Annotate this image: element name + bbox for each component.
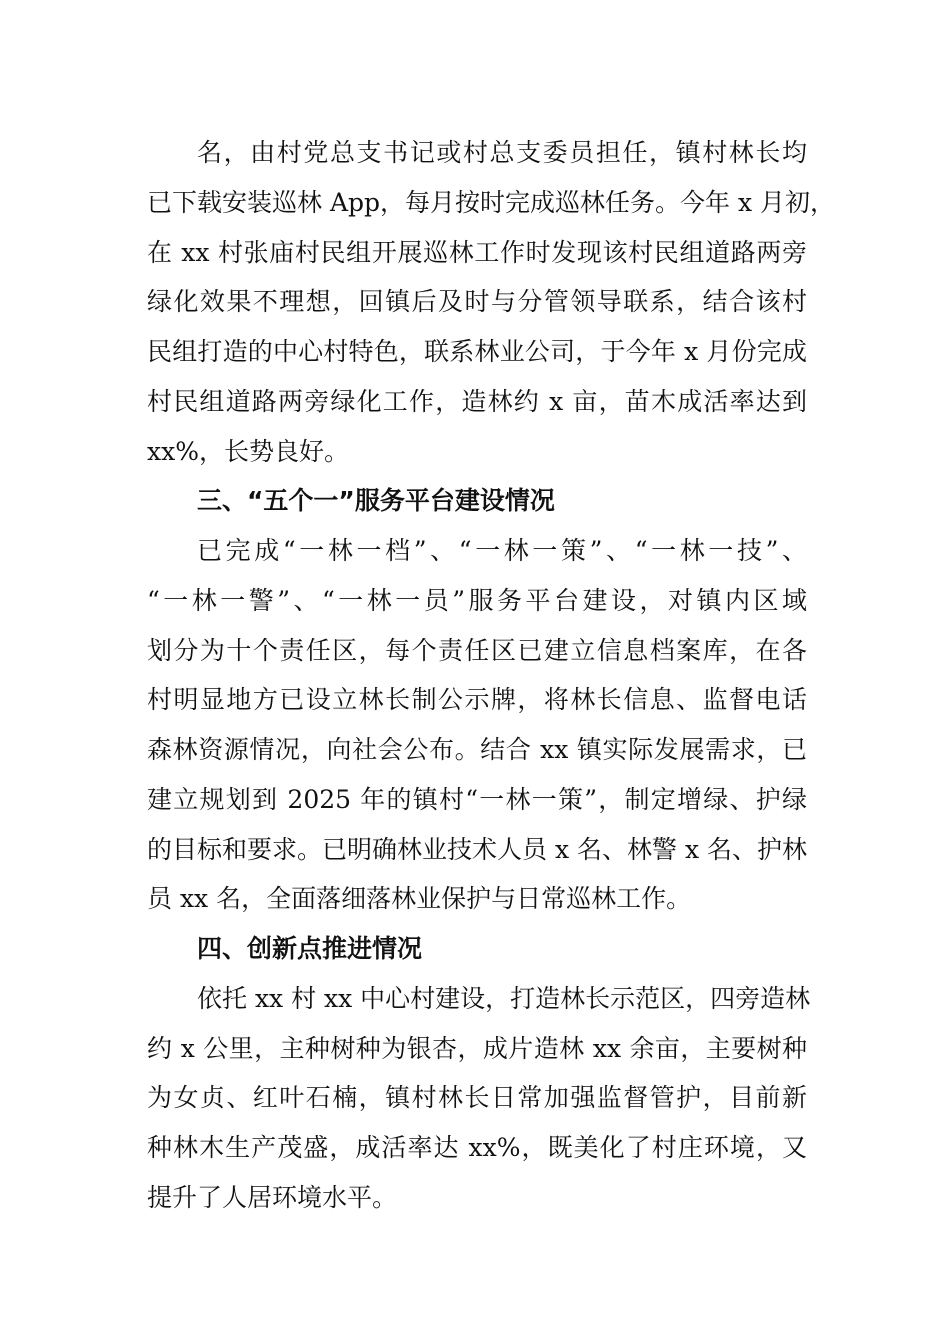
section-3-heading: 三、“五个一”服务平台建设情况 (197, 486, 555, 516)
text-line: 已完成“一林一档”、“一林一策”、“一林一技”、 (197, 536, 807, 565)
text-line: 划分为十个责任区，每个责任区已建立信息档案库，在各 (147, 635, 807, 665)
text-line: 员 xx 名，全面落细落林业保护与日常巡林工作。 (147, 884, 692, 914)
text-line: 种林木生产茂盛，成活率达 xx%，既美化了村庄环境，又 (147, 1133, 807, 1162)
text-line: 在 xx 村张庙村民组开展巡林工作时发现该村民组道路两旁 (147, 237, 807, 267)
text-line: 名，由村党总支书记或村总支委员担任，镇村林长均 (197, 138, 807, 167)
text-line: 森林资源情况，向社会公布。结合 xx 镇实际发展需求，已 (147, 735, 807, 764)
paragraph-service-platform (147, 526, 807, 924)
text-line: 绿化效果不理想，回镇后及时与分管领导联系，结合该村 (147, 287, 807, 317)
text-line: 的目标和要求。已明确林业技术人员 x 名、林警 x 名、护林 (147, 834, 807, 864)
text-line: “一林一警”、“一林一员”服务平台建设，对镇内区域 (147, 585, 807, 615)
text-line: 村民组道路两旁绿化工作，造林约 x 亩，苗木成活率达到 (147, 386, 807, 416)
text-line: 已下载安装巡林 App，每月按时完成巡林任务。今年 x 月初， (147, 187, 836, 217)
text-line: xx%，长势良好。 (147, 436, 349, 466)
text-line: 约 x 公里，主种树种为银杏，成片造林 xx 余亩，主要树种 (147, 1033, 807, 1063)
text-line: 为女贞、红叶石楠，镇村林长日常加强监督管护，目前新 (147, 1083, 807, 1113)
text-line: 提升了人居环境水平。 (147, 1182, 398, 1212)
paragraph-innovation (147, 974, 811, 1223)
section-4-heading: 四、创新点推进情况 (197, 934, 423, 963)
document-body (147, 128, 836, 1223)
paragraph-land-patrol (147, 128, 836, 476)
text-line: 建立规划到 2025 年的镇村“一林一策”，制定增绿、护绿 (147, 784, 807, 814)
text-line: 依托 xx 村 xx 中心村建设，打造林长示范区，四旁造林 (197, 983, 811, 1013)
text-line: 村明显地方已设立林长制公示牌，将林长信息、监督电话 (147, 685, 807, 715)
text-line: 民组打造的中心村特色，联系林业公司，于今年 x 月份完成 (147, 337, 807, 366)
